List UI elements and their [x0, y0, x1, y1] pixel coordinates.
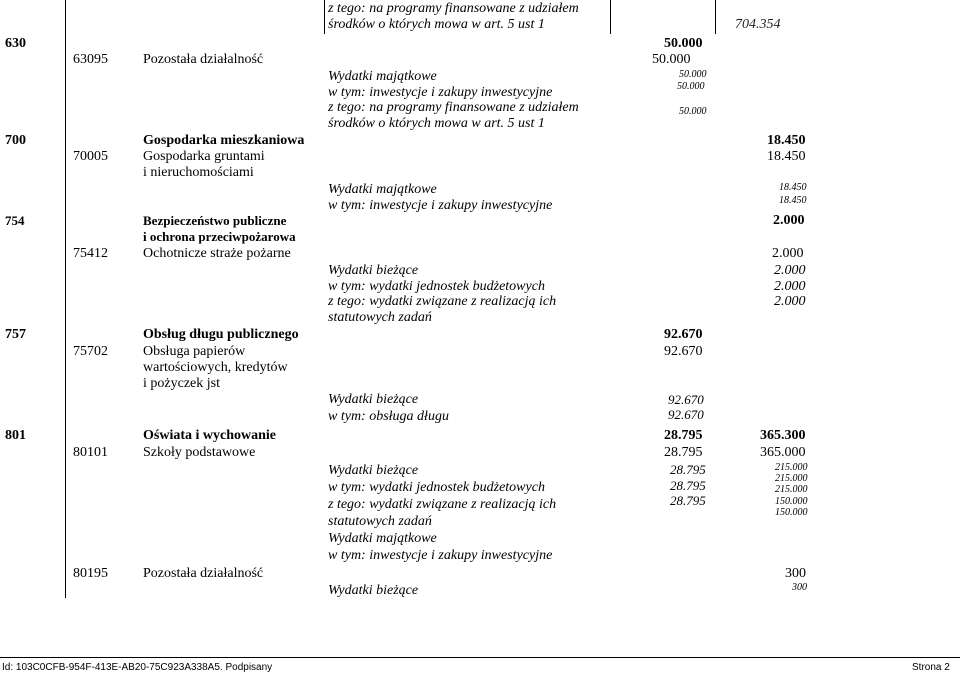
dzial-amount: 92.670 [664, 327, 703, 342]
footer-rule [0, 657, 960, 658]
rozdzial-code: 80101 [73, 445, 108, 460]
rozdzial-name: Szkoły podstawowe [143, 445, 256, 460]
rozdzial-amount: 2.000 [772, 246, 804, 261]
dzial-amount: 2.000 [773, 213, 805, 228]
rozdzial-name: Gospodarka gruntami [143, 149, 265, 164]
dzial-code: 801 [5, 428, 26, 443]
item-amount: 2.000 [774, 294, 806, 309]
item-label: statutowych zadań [328, 514, 432, 529]
item-amount: 50.000 [679, 69, 707, 80]
rozdzial-code: 70005 [73, 149, 108, 164]
rozdzial-code: 80195 [73, 566, 108, 581]
dzial-name: Oświata i wychowanie [143, 428, 276, 443]
dzial-code: 630 [5, 36, 26, 51]
item-label: Wydatki bieżące [328, 263, 419, 278]
item-label: z tego: na programy finansowane z udziałem [328, 100, 579, 115]
item-label: Wydatki majątkowe [328, 182, 437, 197]
item-amount: 50.000 [677, 81, 705, 92]
item-label: w tym: inwestycje i zakupy inwestycyjne [328, 198, 553, 213]
dzial-code: 700 [5, 133, 26, 148]
item-amount: 92.670 [668, 392, 704, 407]
column-line [324, 0, 325, 34]
continued-amount: 704.354 [735, 17, 781, 32]
dzial-name: Obsług długu publicznego [143, 327, 299, 342]
rozdzial-amount: 28.795 [664, 445, 703, 460]
item-label: statutowych zadań [328, 310, 432, 325]
item-amount: 300 [792, 582, 807, 593]
rozdzial-amount: 92.670 [664, 344, 703, 359]
rozdzial-name: Pozostała działalność [143, 566, 264, 581]
item-label: z tego: wydatki związane z realizacją ich [328, 294, 557, 309]
rozdzial-amount: 365.000 [760, 445, 806, 460]
item-amount: 2.000 [774, 279, 806, 294]
page-number: Strona 2 [912, 662, 950, 673]
item-amount: 18.450 [779, 195, 807, 206]
dzial-amount: 50.000 [664, 36, 703, 51]
item-label: z tego: wydatki związane z realizacją ich [328, 497, 557, 512]
item-amount: 18.450 [779, 182, 807, 193]
item-label: w tym: wydatki jednostek budżetowych [328, 279, 545, 294]
item-label: Wydatki bieżące [328, 463, 419, 478]
rozdzial-code: 75702 [73, 344, 108, 359]
rozdzial-name: Obsługa papierów [143, 344, 246, 359]
dzial-amount: 28.795 [664, 428, 703, 443]
dzial-name: Bezpieczeństwo publiczne [143, 213, 287, 228]
rozdzial-name: Ochotnicze straże pożarne [143, 246, 291, 261]
item-amount: 2.000 [774, 263, 806, 278]
item-label: Wydatki majątkowe [328, 531, 437, 546]
rozdzial-name: i nieruchomościami [143, 165, 254, 180]
rozdzial-name: wartościowych, kredytów [143, 360, 288, 375]
item-amount: 50.000 [679, 106, 707, 117]
item-amount: 92.670 [668, 407, 704, 422]
item-label: w tym: inwestycje i zakupy inwestycyjne [328, 85, 553, 100]
item-label: środków o których mowa w art. 5 ust 1 [328, 116, 545, 131]
item-amount: 28.795 [670, 462, 706, 477]
dzial-code: 754 [5, 213, 25, 228]
item-amount: 215.000 [775, 473, 808, 484]
item-label: Wydatki bieżące [328, 392, 419, 407]
item-label: w tym: obsługa długu [328, 409, 449, 424]
rozdzial-amount: 50.000 [652, 52, 691, 67]
column-line [65, 0, 66, 598]
rozdzial-name: i pożyczek jst [143, 376, 220, 391]
item-amount: 215.000 [775, 462, 808, 473]
continued-line-1: z tego: na programy finansowane z udziałem [328, 1, 579, 16]
rozdzial-amount: 300 [785, 566, 806, 581]
item-label: Wydatki majątkowe [328, 69, 437, 84]
column-line [610, 0, 611, 34]
rozdzial-code: 63095 [73, 52, 108, 67]
dzial-code: 757 [5, 327, 26, 342]
rozdzial-code: 75412 [73, 246, 108, 261]
item-amount: 150.000 [775, 496, 808, 507]
dzial-amount: 18.450 [767, 133, 806, 148]
item-amount: 150.000 [775, 507, 808, 518]
continued-line-2: środków o których mowa w art. 5 ust 1 [328, 17, 545, 32]
item-amount: 28.795 [670, 493, 706, 508]
dzial-name: Gospodarka mieszkaniowa [143, 133, 305, 148]
item-amount: 28.795 [670, 478, 706, 493]
item-label: w tym: inwestycje i zakupy inwestycyjne [328, 548, 553, 563]
rozdzial-name: Pozostała działalność [143, 52, 264, 67]
column-line [715, 0, 716, 34]
item-label: w tym: wydatki jednostek budżetowych [328, 480, 545, 495]
document-id: Id: 103C0CFB-954F-413E-AB20-75C923A338A5. Podpisany [2, 662, 273, 673]
item-label: Wydatki bieżące [328, 583, 419, 598]
rozdzial-amount: 18.450 [767, 149, 806, 164]
dzial-name: i ochrona przeciwpożarowa [143, 229, 296, 244]
dzial-amount: 365.300 [760, 428, 806, 443]
item-amount: 215.000 [775, 484, 808, 495]
